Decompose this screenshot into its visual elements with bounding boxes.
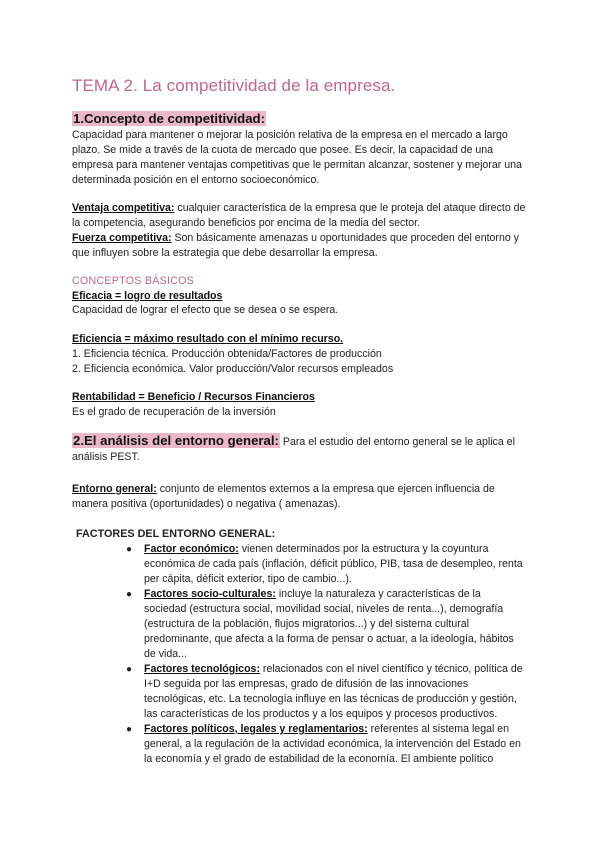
section-2-heading-text: Para el estudio del entorno general se le aplica el análisis PEST. [72, 436, 515, 463]
eficiencia-item-1: 1. Eficiencia técnica. Producción obtenida/Factores de producción [72, 348, 382, 360]
factor-term: Factores tecnológicos: [144, 663, 260, 675]
fuerza-paragraph [72, 231, 532, 261]
factor-term: Factor económico: [144, 543, 239, 555]
eficacia-term [72, 289, 532, 304]
list-item [126, 587, 526, 662]
section-1-heading: 1.Concepto de competitividad: [73, 111, 265, 126]
eficiencia-term [72, 332, 532, 347]
factor-term: Factores socio-culturales: [144, 588, 276, 600]
bullet-icon: ● [126, 544, 133, 555]
entorno-text: conjunto de elementos externos a la empresa que ejercen influencia de manera positiva (oportunidades) o negativa ( amenazas). [72, 483, 495, 510]
section-1-body: Capacidad para mantener o mejorar la posición relativa de la empresa en el mercado a largo plazo. Se mide a través de la cuota de mercado que posee. Es decir, la capacidad de una empresa para mantener ventajas competitivas que le permitan alcanzar, sostener y mejorar una determinada posición en el entorno socioeconómico. [72, 129, 522, 186]
ventaja-text: cualquier característica de la empresa que le proteja del ataque directo de la competencia, asegurando beneficios por encima de la media del sector. [72, 202, 526, 229]
bullet-icon: ● [126, 664, 133, 675]
section-2-heading: 2.El análisis del entorno general: [73, 433, 279, 448]
list-item [126, 722, 526, 767]
factores-heading: FACTORES DEL ENTORNO GENERAL: [76, 528, 276, 540]
section-2 [72, 433, 532, 465]
list-item [126, 662, 526, 722]
ventaja-paragraph [72, 201, 532, 231]
eficacia-term-text: Eficacia = logro de resultados [72, 290, 223, 302]
factor-text: vienen determinados por la estructura y la coyuntura económica de cada país (inflación, déficit público, PIB, tasa de desempleo, renta per cápita, déficit exterior, tipo de cambio...). [144, 543, 523, 585]
factor-term: Factores políticos, legales y reglamentarios: [144, 723, 368, 735]
rentabilidad-term-text: Rentabilidad = Beneficio / Recursos Financieros [72, 391, 315, 403]
list-item [126, 542, 526, 587]
bullet-icon: ● [126, 589, 133, 600]
rentabilidad-term [72, 390, 532, 405]
conceptos-heading: CONCEPTOS BÁSICOS [72, 275, 195, 287]
factor-text: relacionados con el nivel científico y técnico, política de I+D seguida por las empresas, grado de difusión de las innovaciones tecnológicas, etc. La tecnología influye en las técnicas de producción y gestión, las características de los productos y a los equipos y procesos productivos. [144, 663, 523, 720]
fuerza-term: Fuerza competitiva: [72, 232, 172, 244]
eficacia-text: Capacidad de lograr el efecto que se desea o se espera. [72, 304, 339, 316]
page-title: TEMA 2. La competitividad de la empresa. [72, 76, 396, 95]
eficiencia-item-2: 2. Eficiencia económica. Valor producción/Valor recursos empleados [72, 363, 394, 375]
factor-text: referentes al sistema legal en general, a la regulación de la actividad económica, la intervención del Estado en la economía y el grado de estabilidad de la economía. El ambiente político [144, 723, 521, 765]
eficiencia-term-text: Eficiencia = máximo resultado con el mínimo recurso. [72, 333, 344, 345]
entorno-paragraph [72, 482, 532, 512]
rentabilidad-text: Es el grado de recuperación de la inversión [72, 406, 276, 418]
bullet-icon: ● [126, 724, 133, 735]
factores-list [126, 542, 526, 767]
fuerza-text: Son básicamente amenazas u oportunidades que proceden del entorno y que influyen sobre la estrategia que debe desarrollar la empresa. [72, 232, 519, 259]
entorno-term: Entorno general: [72, 483, 157, 495]
factor-text: incluye la naturaleza y características de la sociedad (estructura social, movilidad social, niveles de renta...), demografía (estructura de la población, flujos migratorios...) y del sistema cultural predominante, que afecta a la forma de pensar o actuar, a la ideología, hábitos de vida... [144, 588, 514, 660]
section-1 [72, 110, 532, 128]
ventaja-term: Ventaja competitiva: [72, 202, 175, 214]
